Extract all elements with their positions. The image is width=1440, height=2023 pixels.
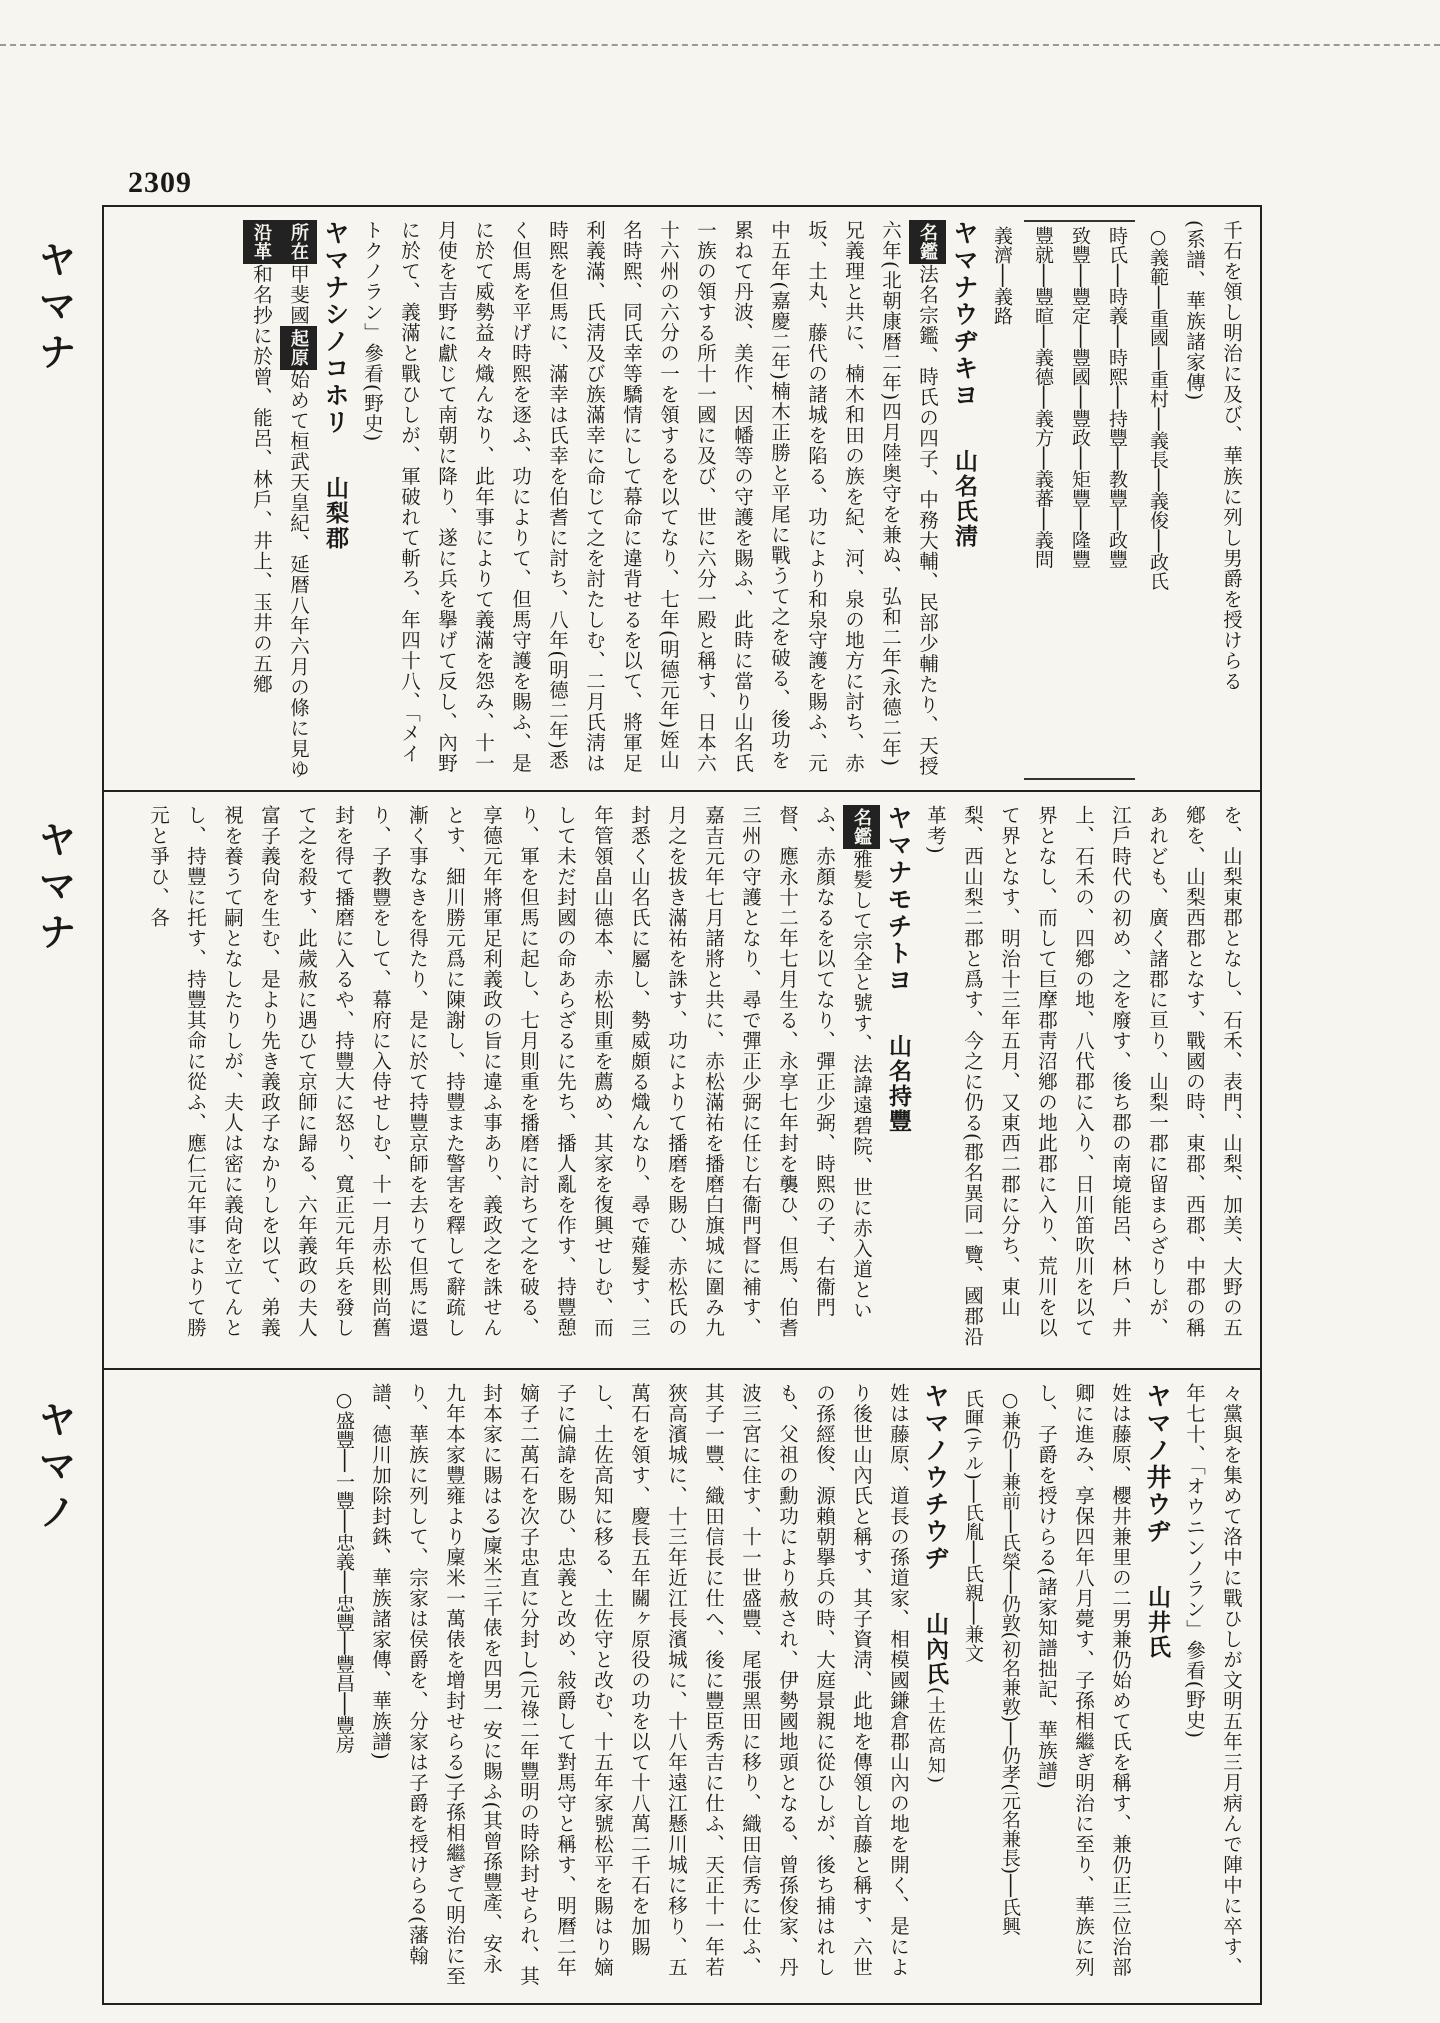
- index-tab-2: ヤマナ: [32, 820, 76, 958]
- label-tag: 名鑑: [843, 805, 880, 849]
- entry-subtitle: (土佐高知): [925, 1687, 946, 1786]
- entry-name: 山名持豐: [885, 1034, 912, 1134]
- entry-body-yamanoi: [1028, 1383, 1139, 1993]
- entry-ref: (郡名異同一覽、國郡沿革考): [924, 805, 984, 1347]
- entry-body-yamanouchi: [362, 1383, 917, 1993]
- entry-name: 山井氏: [1144, 1585, 1171, 1660]
- index-tab-1: ヤマナ: [32, 240, 76, 378]
- entry-kana: ヤマナウヂキヨ: [950, 220, 979, 409]
- entry-heading-yamana-ujikiyo: [946, 220, 983, 780]
- genealogy-line-5: 義濟──義路: [991, 226, 1013, 325]
- label-tag: 名鑑: [909, 220, 946, 264]
- genealogy-line-4: 豐就──豐暄──義德──義方──義蕃──義問: [1032, 226, 1054, 569]
- entry-heading-yamana-mochitoyo: [880, 805, 917, 1357]
- entry-kana: ヤマノ井ウヂ: [1143, 1383, 1172, 1545]
- genealogy-line-6: ○兼仍──兼前──氏榮──仍敦(初名兼敦)──仍孝(元名兼長)──氏興: [999, 1389, 1021, 1936]
- continued-text: 々黨與を集めて洛中に戰ひしが文明五年三月病んで陣中に卒す、年七十、「オウニンノラン」參看(野史): [1183, 1383, 1243, 1978]
- genealogy-box: [1024, 220, 1135, 780]
- label-tag: 沿革: [243, 220, 280, 264]
- entry-name: 山梨郡: [322, 476, 349, 551]
- entry-body-ujikiyo: [354, 220, 946, 780]
- section-divider-1: [102, 790, 1262, 792]
- entry-text: 和名抄に於曾、能呂、林戶、井上、玉井の五鄕: [250, 264, 273, 695]
- entry-ref: (諸家知譜拙記、華族譜): [1035, 1567, 1058, 1790]
- entry-name: 山內氏: [922, 1612, 949, 1687]
- entry-name: 山名氏淸: [951, 449, 978, 549]
- genealogy-line-8: ○盛豐──一豐──忠義──忠豐──豐昌──豐房: [333, 1389, 355, 1754]
- intro-text: 千石を領し明治に及び、華族に列し男爵を授けらる: [1220, 220, 1243, 692]
- entry-text: 甲斐國: [287, 264, 310, 326]
- entry-text: 姓は藤原、櫻井兼里の二男兼仍始めて氏を稱す、兼仍正三位治部卿に進み、享保四年八月薨す、子孫相繼ぎ明治に至り、華族に列し、子爵を授けらる: [1035, 1383, 1132, 1978]
- section-2: [114, 805, 1250, 1357]
- genealogy-line-3: 致豐──豐定──豐國──豐政──矩豐──隆豐: [1069, 226, 1091, 569]
- entry-text: を、山梨東郡となし、石禾、表門、山梨、加美、大野の五鄕を、山梨西郡となす、戰國の時、東郡、西郡、中郡の稱あれども、廣く諸郡に亘り、山梨一郡に留まらざりしが、江戶時代の初め、之を廢す、後ち郡の南境能呂、林戶、井上、石禾の、四鄕の地、八代郡に入り、日川笛吹川を以て界となし、而して巨摩郡靑沼鄕の地此郡に入り、荒川を以て界となす、明治十三年五月、又東西二郡に分ち、東山梨、西山梨二郡と爲す、今之に仍る: [961, 805, 1243, 1338]
- entry-text: 姓は藤原、道長の孫道家、相模國鎌倉郡山內の地を開く、是により後世山內氏と稱す、其子資淸、此地を傳領し首藤と稱す、六世の孫經俊、源賴朝擧兵の時、大庭景親に從ひしが、後ち捕はれしも、父祖の勳功により赦され、伊勢國地頭となる、曾孫俊家、丹波三宮に住す、十一世盛豐、尾張黑田に移り、織田信秀に仕ふ、其子一豐、織田信長に仕へ、後に豐臣秀吉に仕ふ、天正十一年若狹高濱城に、十三年近江長濱城に、十八年遠江懸川城に移り、五萬石を領す、慶長五年關ヶ原役の功を以て十八萬二千石を加賜し、土佐高知に移る、土佐守と改む、十五年家號松平を賜はり嫡子に偏諱を賜ひ、忠義と改め、敍爵して對馬守と稱す、明曆二年嫡子二萬石を次子忠直に分封し(元祿二年豐明の時除封せられ、其封本家に賜はる)廩米三千俵を四男一安に賜ふ(其曾孫豐產、安永九年本家豐雍より廩米一萬俵を增封せらる)子孫相繼ぎて明治に至り、華族に列して、宗家は侯爵を、分家は子爵を授けらる: [406, 1383, 910, 1987]
- entry-text: 法名宗鑑、時氏の四子、中務大輔、民部少輔たり、天授六年(北朝康暦二年)四月陸奥守を兼ぬ、弘和二年(永德二年)兄義理と共に、楠木和田の族を紀、河、泉の地方に討ち、赤坂、土丸、藤代の諸城を陷る、功により和泉守護を賜ふ、元中五年(嘉慶二年)楠木正勝と平尾に戰うて之を破る、後功を累ねて丹波、美作、因幡等の守護を賜ふ、此時に當り山名氏一族の領する所十一國に及び、世に六分一殿と稱す、日本六十六州の六分の一を領するを以てなり、七年(明德元年)姪山名時熙、同氏幸等驕情にして幕命に違背せるを以て、將軍足利義滿、氏淸及び族滿幸に命じて之を討たしむ、二月氏淸は時熙を但馬に、滿幸は氏幸を伯耆に討ち、八年(明德二年)悉く但馬を平げ時熙を逐ふ、功によりて、但馬守護を賜ふ、是に於て威勢益々熾んなり、此年事によりて義滿を怨み、十一月使を吉野に獻じて南朝に降り、遂に兵を擧げて反し、內野に於て、義滿と戰ひしが、軍破れて斬ろ、年四十八、「メイトクノラン」參看(野史): [361, 220, 939, 777]
- entry-body-yamanashi: [243, 220, 317, 780]
- entry-kana: ヤマナモチトヨ: [884, 805, 913, 994]
- genealogy-line-7: 氏暉(テル)──氏胤──氏親──兼文: [962, 1389, 984, 1663]
- entry-ref: (藩翰譜、德川加除封銖、華族諸家傳、華族譜): [369, 1383, 429, 1966]
- genealogy-line-1: ○義範──重國──重村──義長──義俊──政氏: [1147, 226, 1169, 591]
- continued-text: [917, 805, 1250, 1357]
- section-3: [114, 1383, 1250, 1993]
- page-number: 2309: [128, 166, 192, 199]
- entry-kana: ヤマナシノコホリ: [321, 220, 350, 436]
- genealogy-line-2: 時氏──時義──時熙──持豐──教豐──政豐: [1106, 226, 1128, 569]
- entry-heading-yamanouchi-uji: [917, 1383, 954, 1993]
- section-1: [114, 220, 1250, 780]
- intro-ref: (系譜、華族諸家傳): [1183, 220, 1206, 402]
- entry-text: 始めて桓武天皇紀、延暦八年六月の條に見ゆ: [287, 369, 310, 780]
- intro-line: [1213, 220, 1250, 780]
- entry-kana: ヤマノウチウヂ: [921, 1383, 950, 1572]
- section-divider-2: [102, 1368, 1262, 1370]
- entry-text: 雅髪して宗全と號す、法諱遠碧院、世に赤入道といふ、赤顏なるを以てなり、彈正少弼、時熙の子、右衞門督、應永十二年七月生る、永享七年封を襲ひ、但馬、伯耆三州の守護となり、尋で彈正少弼に任じ右衞門督に補す、嘉吉元年七月諸將と共に、赤松滿祐を播磨白旗城に圍み九月之を拔き滿祐を誅す、功によりて播磨を賜ひ、赤松氏の封悉く山名氏に屬し、勢威頗る熾んなり、尋で薙髮す、三年管領畠山德本、赤松則重を薦め、其家を復興せしむ、而して未だ封國の命あらざるに先ち、播人亂を作す、持豐憩り、軍を但馬に起し、七月則重を播磨に討ちて之を破る、享德元年將軍足利義政の旨に違ふ事あり、義政之を誅せんとす、細川勝元爲に陳謝し、持豐また警害を釋して辭疏し漸く事なきを得たり、是に於て持豐京師を去りて但馬に還り、子教豐をして、幕府に入侍せしむ、十一月赤松則尚舊封を得て播磨に入るや、持豐大に怒り、寬正元年兵を發して之を殺す、此歲赦に遇ひて京師に歸る、六年義政の夫人富子義尙を生む、是より先き義政子なかりしを以て、弟義視を養うて嗣となしたりしが、夫人は密に義尙を立てんとし、持豐に托す、持豐其命に從ふ、應仁元年事によりて勝元と爭ひ、各: [147, 805, 873, 1338]
- entry-body-mochitoyo: [140, 805, 880, 1357]
- scan-edge-line: [0, 44, 1440, 46]
- entry-heading-yamanashi-gun: [317, 220, 354, 780]
- label-tag: 所在: [280, 220, 317, 264]
- entry-heading-yamanoi-uji: [1139, 1383, 1176, 1993]
- label-tag: 起原: [280, 326, 317, 370]
- index-tab-3: ヤマノ: [32, 1400, 76, 1538]
